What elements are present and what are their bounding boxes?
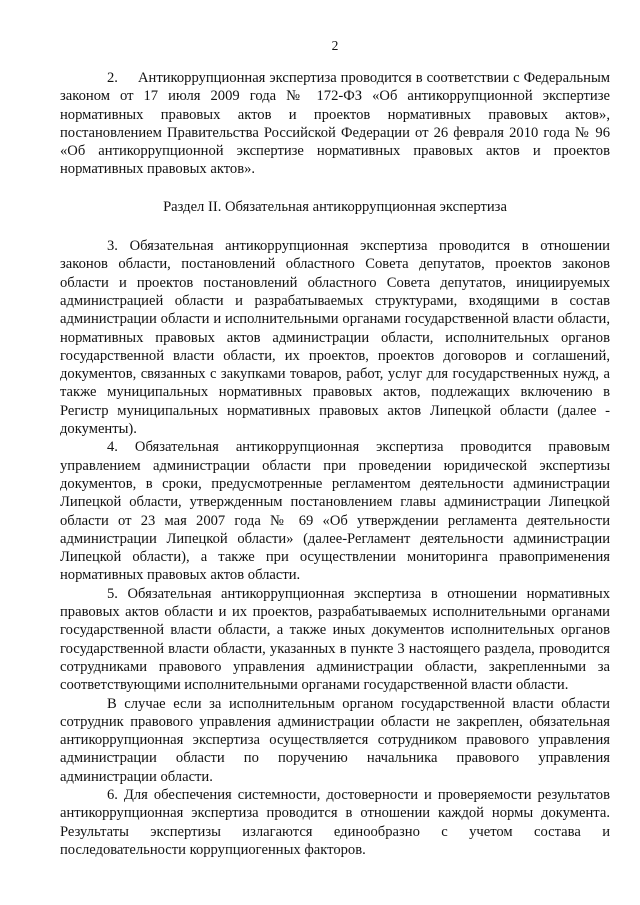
paragraph-4: 4. Обязательная антикоррупционная экспертиза проводится правовым управлением администрации области при проведении юридической экспертизы документов, в сроки, предусмотренные регламентом деятельности администрации Липецкой области, утвержденным постановлением главы администрации Липецкой области от 23 мая 2007 года № 69 «Об утверждении регламента деятельности администрации Липецкой области» (далее-Регламент деятельности администрации Липецкой области), а также при осуществлении мониторинга правоприменения нормативных правовых актов области.	[60, 439, 610, 584]
paragraph-6: 6. Для обеспечения системности, достоверности и проверяемости результатов антикоррупционная экспертиза проводится в отношении каждой нормы документа. Результаты экспертизы излагаются единообразно с учетом состава и последовательности коррупциогенных факторов.	[60, 786, 610, 858]
document-page	[60, 37, 610, 859]
page-number: 2	[331, 38, 339, 53]
paragraph-3: 3. Обязательная антикоррупционная экспертиза проводится в отношении законов области, постановлений областного Совета депутатов, проектов законов области и проектов постановлений областного Совета депутатов, инициируемых администрацией области и разрабатываемых структурами, входящими в состав администрации области и исполнительными органами государственной власти области, нормативных правовых актов администрации области, исполнительных органов государственной власти области, их проектов, проектов договоров и соглашений, документов, связанных с закупками товаров, работ, услуг для государственных нужд, а также муниципальных нормативных правовых актов, подлежащих включению в Регистр муниципальных нормативных правовых актов Липецкой области (далее - документы).	[60, 238, 610, 438]
paragraph-5: 5. Обязательная антикоррупционная экспертиза в отношении нормативных правовых актов области и их проектов, разрабатываемых исполнительными органами государственной власти области, а также иных документов исполнительных органов государственной власти области, указанных в пункте 3 настоящего раздела, проводится сотрудниками правового управления администрации области, закрепленными за соответствующими исполнительными органами государственной власти области.	[60, 585, 610, 694]
section-heading: Раздел II. Обязательная антикоррупционная экспертиза	[163, 198, 507, 215]
paragraph-5-continuation: В случае если за исполнительным органом государственной власти области сотрудник правового управления администрации области не закреплен, обязательная антикоррупционная экспертиза осуществляется сотрудником правового управления администрации области по поручению начальника правового управления администрации области.	[60, 695, 610, 785]
paragraph-2: 2. Антикоррупционная экспертиза проводится в соответствии с Федеральным законом от 17 июля 2009 года № 172-ФЗ «Об антикоррупционной экспертизе нормативных правовых актов и проектов нормативных правовых актов», постановлением Правительства Российской Федерации от 26 февраля 2010 года № 96 «Об антикоррупционной экспертизе нормативных правовых актов и проектов нормативных правовых актов».	[60, 70, 610, 178]
